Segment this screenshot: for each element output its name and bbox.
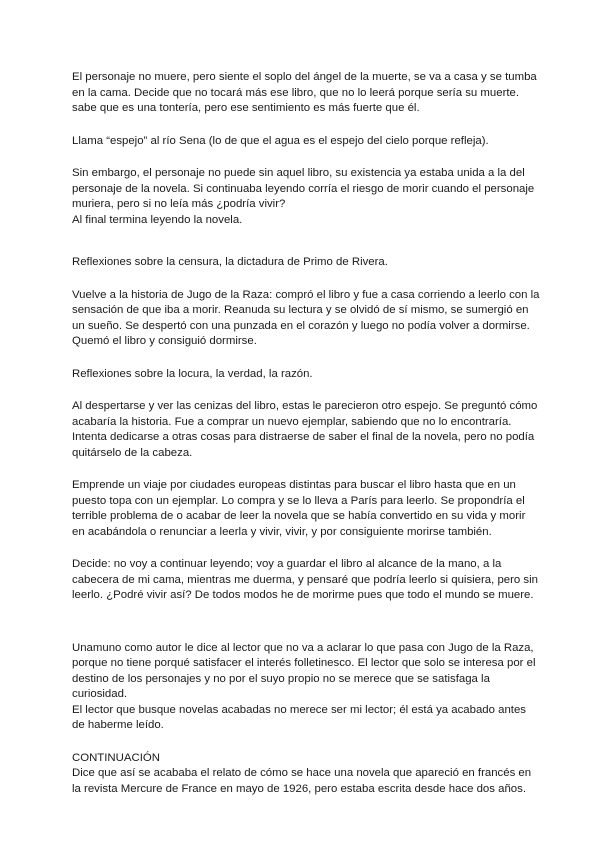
paragraph-decision: Decide: no voy a continuar leyendo; voy a guardar el libro al alcance de la mano, a la cabecera de mi cama, mientras me duerma, y pensaré que podría leerlo si quisiera, pero sin leerlo. ¿Podré vivir así? De todos modos he de morirme pues que todo el mundo se muere. <box>72 558 538 601</box>
paragraph-cannot-live-without-book: Sin embargo, el personaje no puede sin aquel libro, su existencia ya estaba unida a la del personaje de la novela. Si continuaba leyendo corría el riesgo de morir cuando el personaje muriera, pero si no leía más ¿podría vivir? Al final termina leyendo la novela. <box>72 167 535 226</box>
paragraph-mirror-seine: Llama “espejo” al río Sena (lo de que el agua es el espejo del cielo porque refleja). <box>72 134 489 147</box>
continuation-text: Dice que así se acababa el relato de cómo se hace una novela que apareció en francés en la revista Mercure de France en mayo de 1926, pero estaba escrita desde hace dos años. <box>72 767 532 795</box>
paragraph-unamuno-author: Unamuno como autor le dice al lector que no va a aclarar lo que pasa con Jugo de la Raza, porque no tiene porqué satisfacer el interés folletinesco. El lector que solo se interesa por el destino de los personajes y no por el suyo propio no se merece que se satisfaga la curiosidad. El lector que busque novelas acabadas no merece ser mi lector; él está ya acabado antes de haberme leído. <box>72 641 536 731</box>
paragraph-character-does-not-die: El personaje no muere, pero siente el soplo del ángel de la muerte, se va a casa y se tumba en la cama. Decide que no tocará más ese libro, que no lo leerá porque sería su muerte. sabe que es una tontería, pero ese sentimiento es más fuerte que él. <box>72 71 537 114</box>
paragraph-madness-reflections: Reflexiones sobre la locura, la verdad, la razón. <box>72 367 313 380</box>
paragraph-censorship-reflections: Reflexiones sobre la censura, la dictadura de Primo de Rivera. <box>72 256 388 268</box>
paragraph-jugo-de-la-raza: Vuelve a la historia de Jugo de la Raza: compró el libro y fue a casa corriendo a leerlo con la sensación de que iba a morir. Reanuda su lectura y se olvidó de sí mismo, se sumergió en un sueño. Se despertó con una punzada en el corazón y luego no podía volver a dormirse. Quemó el libro y consiguió dormirse. <box>72 288 540 347</box>
paragraph-journey-europe: Emprende un viaje por ciudades europeas distintas para buscar el libro hasta que en un puesto topa con un ejemplar. Lo compra y se lo lleva a París para leerlo. Se propondría el terrible problema de o acabar de leer la novela que se había convertido en su vida y morir en acabándola o renunciar a leerla y vivir, vivir, y por consiguiente morirse también. <box>72 479 526 538</box>
paragraph-ashes-mirror: Al despertarse y ver las cenizas del libro, estas le parecieron otro espejo. Se preguntó cómo acabaría la historia. Fue a comprar un nuevo ejemplar, sabiendo que no lo encontraría. Intenta dedicarse a otras cosas para distraerse de saber el final de la novela, pero no podía quitárselo de la cabeza. <box>72 400 538 459</box>
continuation-section <box>72 751 540 798</box>
continuation-heading: CONTINUACIÓN <box>72 751 160 764</box>
